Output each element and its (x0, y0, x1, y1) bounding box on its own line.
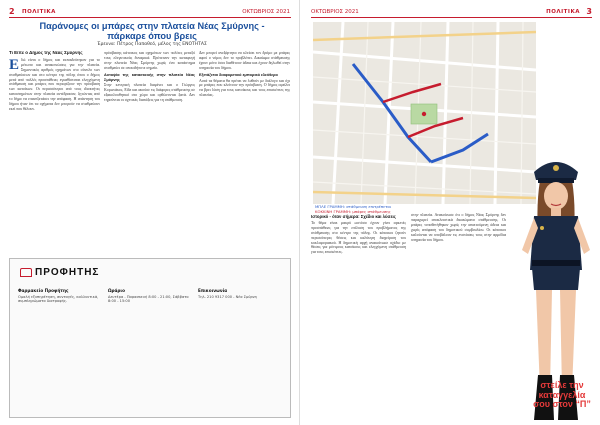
right-article-column-2 (411, 213, 506, 420)
legend-red-line: ΚΟΚΚΙΝΗ ΓΡΑΜΜΗ: μπάρες στάθμευσης (315, 208, 391, 214)
page-number: 2 (9, 7, 15, 16)
ad-block (18, 289, 106, 304)
promo-line-1: στείλε την (540, 380, 584, 390)
section-label: ΠΟΛΙΤΙΚΑ (546, 9, 580, 15)
street-map (313, 22, 536, 204)
subheading: Αυτοψία της κατασκευής στην πλατεία Νέας Σμύρνης (104, 71, 195, 82)
advertiser-logo (20, 267, 99, 278)
issue-date: ΟΚΤΩΒΡΙΟΣ 2021 (242, 9, 290, 15)
ad-block-text: Τηλ. 210 9317 000 - Νέα Σμύρνη (198, 294, 257, 299)
paragraph: Στην κεντρική πλατεία διαμένει και ο Γιώργος Κορωνάκος. Είδε και ακούσε τις διάφορες στάθμευσης σε εξακολουθητικό στο χώρο και ορθώνονται ξανά. Δεν τηρούνται οι σχετικές διατάξεις για τη στάθμευση. (104, 83, 195, 103)
right-page (301, 0, 600, 425)
right-article-column-1 (311, 213, 406, 420)
ad-block-text: Ομαλή εξυπηρέτηση, συνταγές, καλλυντικά, συμπληρώματα διατροφής. (18, 294, 99, 304)
paragraph: δώ είναι ο δήμος και εκπαιδεύτηκαν για το μέτωπο και ανακοινώσεις για την πλατεία. Σημαντικός αριθμός οχημάτων στο σύνολο των σταθμεύσεων και στο κέντρο της πόλης όπου ο δήμος μετά από πολλές προσπάθειες εγκαθίσταται ελεγχόμενη στάθμευση και μπάρες που περιορίζουν την πρόσβαση των κατοίκων. Οι περισσότεροι από τους ιδιοκτήτες καταστημάτων στην πλατεία αντέδρασαν, ζητώντας από το δήμο να επανεξετάσει την απόφαση. Η απάντηση του δήμου ήταν ότι τα οχήματα δεν μπορούν να σταθμεύουν εκεί που θέλουν. (9, 57, 100, 111)
issue-date: ΟΚΤΩΒΡΙΟΣ 2021 (311, 9, 359, 15)
article-columns (9, 51, 291, 251)
promo-callout (529, 381, 595, 410)
section-label: ΠΟΛΙΤΙΚΑ (22, 9, 56, 15)
article-column-2 (104, 51, 195, 251)
right-article-columns (311, 213, 511, 420)
header-rule (9, 17, 291, 18)
article-column-3 (199, 51, 290, 251)
promo-line-3: σου στον “Π” (533, 399, 591, 409)
ad-block-text: Δευτέρα - Παρασκευή 8:00 - 21:00, Σάββατο 8:00 - 15:00 (108, 294, 189, 304)
map-graphic (313, 22, 536, 204)
subheading: Ιστορικό - όταν σήμερα: Σχέδιο και λύσεις (311, 214, 396, 219)
ad-block-title: Ωράριο (108, 288, 125, 293)
ad-block-title: Επικοινωνία (198, 288, 228, 293)
legend-blue-line: ΜΠΛΕ ΓΡΑΜΜΗ: στάθμευση επιτρέπεται (315, 204, 392, 209)
paragraph: Το θέμα είναι μακρύ ωστόσο έχουν γίνει αρκετές προσπάθειες για την επίλυση του προβλήματος της στάθμευσης στο κέντρο της πόλης. Οι κάτοικοι ζητούν περισσότερες θέσεις και καλύτερη διαχείριση του κυκλοφοριακού. Η δημοτική αρχή ανακοίνωσε σχέδιο με θέσεις για μόνιμους κατοίκους και ελεγχόμενη στάθμευση για τους επισκέπτες. (311, 220, 406, 255)
headline-line-1: Παράνομες οι μπάρες στην πλατεία Νέας Σμύρνης - (39, 21, 265, 31)
logo-mark-icon (20, 268, 32, 277)
header-rule (311, 17, 592, 18)
headline (38, 21, 266, 41)
paragraph: στην πλατεία. Ανακοίνωσε ότι ο δήμος Νέας Σμύρνης δεν παραχωρεί αποκλειστικά δικαιώματα στάθμευσης. Οι μπάρες τοποθετήθηκαν χωρίς την απαιτούμενη άδεια και χωρίς απόφαση του δημοτικού συμβουλίου. Οι κάτοικοι καλούνται να υποβάλουν τις ενστάσεις τους στην αρμόδια υπηρεσία του δήμου. (411, 213, 506, 242)
subheading: Εξετάζεται διαφορετικό εμπορικό ελεύθερο (199, 71, 278, 77)
promo-line-2: καταγγελία (538, 389, 586, 400)
right-page-header (301, 7, 600, 17)
advertisement (9, 258, 291, 418)
paragraph: πρόσβασης κάτοικος και οχημάτων των πολίτες μεταξύ τους ελεγκτικούς δυναμικά. Πρότειναν την καταφυγή στην πλατεία Νέας Σμύρνης χωρίς ένα κατάστημα σταθμεύει σε οποιοδήποτε σημείο. (104, 51, 195, 70)
headline-line-2: πάρκαρε όπου βρεις (107, 31, 197, 41)
article-column-1 (9, 51, 100, 251)
ad-block (108, 289, 196, 304)
left-page-header (0, 7, 300, 17)
paragraph: Δεν μπορεί ανεξάρτητα να κλείσει τον δρόμο με μπάρες αφού ο νόμος δεν το προβλέπει. Δικαίωμα στάθμευσης έχουν μόνο όσοι διαθέτουν άδεια και έχουν δηλωθεί στην υπηρεσία του δήμου. (199, 51, 290, 70)
column-title: Τι Είπε ο Δήμος της Νέας Σμύρνης (9, 51, 83, 55)
ad-block-title: Φαρμακείο Προφήτης (18, 288, 69, 293)
ad-block (198, 289, 286, 299)
page-number: 3 (586, 7, 592, 16)
advertiser-name: ΠΡΟΦΗΤΗΣ (35, 267, 100, 278)
byline: Έρευνα: Πέτρος Παπαθεό, μέλος της ΕΝΟΤΗΤΑΣ (97, 42, 207, 47)
paragraph: Αυτά τα θέματα θα πρέπει να λυθούν με διάλογο και όχι με μπάρες που κλείνουν την πρόσβαση. Ο δήμος οφείλει να βρει λύση για τους κατοίκους και τους επισκέπτες της πλατείας. (199, 78, 290, 98)
drop-cap: Ε (9, 56, 20, 73)
